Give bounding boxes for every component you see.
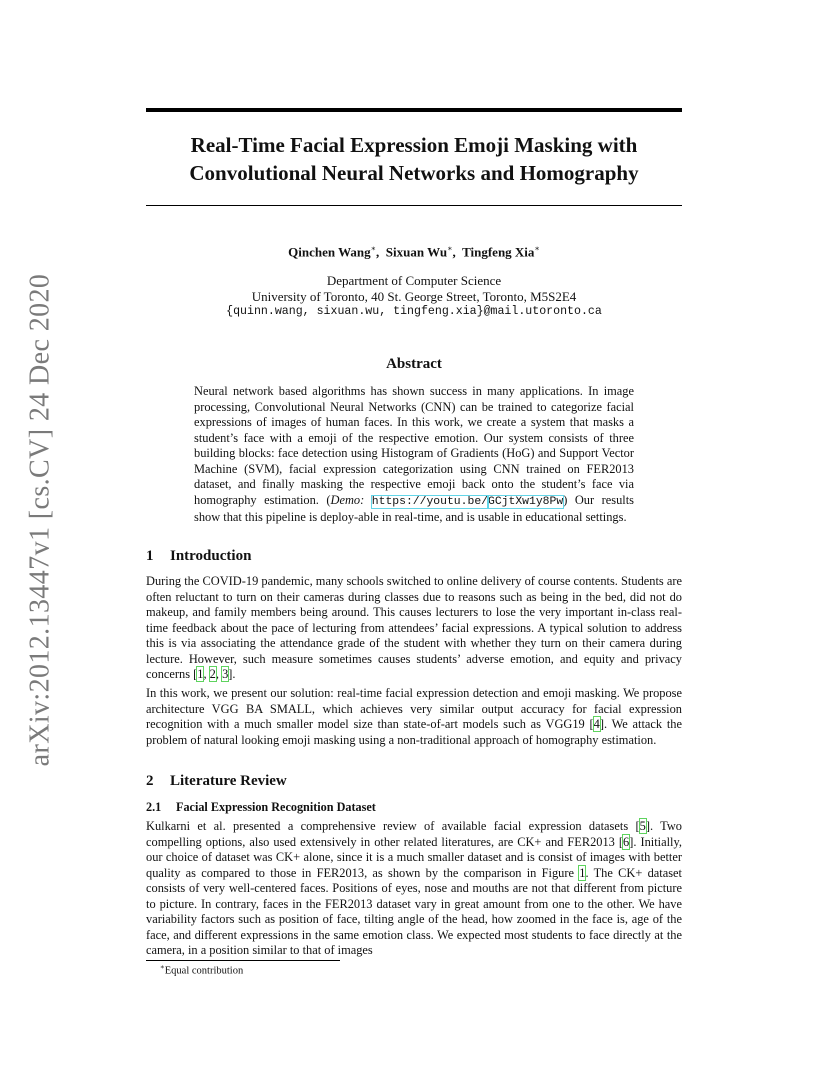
subsection-number: 2.1 [146,800,162,814]
paragraph-text: During the COVID-19 pandemic, many schools switched to online delivery of course contents. Students are often reluctant to turn on their cameras during classes due to reasons such as being in the bed, did not do makeup, and family members being around. This causes lecturers to lose the very important in-class real-time feedback about the pace of lecturing from attendees’ facial expressions. A typical solution to address this is via associating the attendance grade of the student with whether they turn on their camera during lecture. However, such measure sometimes causes students’ adverse emotion, and equity and privacy concerns [ [146,574,682,681]
arxiv-stamp-text: arXiv:2012.13447v1 [cs.CV] 24 Dec 2020 [24,273,55,767]
title-bottom-rule [146,205,682,206]
section-heading-literature-review [146,773,287,790]
demo-link[interactable]: https://youtu.be/ [371,495,488,508]
section-number: 2 [146,773,154,789]
introduction-paragraph-2 [146,686,682,748]
equal-contribution-mark: ∗ [370,244,377,253]
arxiv-stamp [22,273,58,767]
demo-label: Demo: [330,492,365,507]
section-title: Introduction [170,548,252,564]
department: Department of Computer Science [326,273,502,288]
footnote [160,963,243,977]
paragraph-text: ]. Initially, our choice of dataset was CK+ alone, since it is a much smaller dataset and is consist of images with better quality as compared to those in FER2013, as shown by the comparison in Figure [146,834,682,880]
citation-link[interactable]: 6 [623,834,630,849]
figure-link[interactable]: 1 [579,865,586,880]
abstract-text-end: ) Our results show that this pipeline is deploy-able in real-time, and is usable in educational settings. [194,492,634,524]
paper-title [146,131,682,187]
demo-link-continued[interactable]: GCjtXw1y8Pw [488,495,564,508]
literature-review-paragraph [146,819,682,959]
section-number: 1 [146,548,154,564]
abstract-body [194,384,634,526]
author-emails: {quinn.wang, sixuan.wu, tingfeng.xia}@mail.utoronto.ca [226,305,602,318]
title-line-1: Real-Time Facial Expression Emoji Masking with [190,133,638,157]
section-heading-introduction [146,548,251,565]
introduction-paragraph-1: During the COVID-19 pandemic, many schools switched to online delivery of course contents. Students are often reluctant to turn on their cameras during classes due to reasons such as being in the bed, did not do makeup, and family members being around. This causes lecturers to lose the very important in-class real-time feedback about the pace of lecturing from attendees’ facial expressions. A typical solution to address this is via associating the attendance grade of the student with whether they turn on their camera during lecture. However, such measure sometimes causes students’ adverse emotion, and equity and privacy concerns [1, 2, 3]. [146,574,682,681]
citation-link[interactable]: 3 [222,667,229,681]
paragraph-text: . The CK+ dataset consists of very well-centered faces. Positions of eyes, nose and mouths are not that different from picture to picture. In contrary, faces in the FER2013 dataset vary in great amount from one to the other. We have variability factors such as position of face, tilting angle of the head, how zoomed in the face is, age of the face, and different expressions in the same emotion class. We expected most students to face directly at the camera, in a position similar to that of images [146,865,682,957]
citation-link[interactable]: 5 [639,819,646,833]
abstract-text: Neural network based algorithms has shown success in many applications. In image processing, Convolutional Neural Networks (CNN) can be trained to categorize facial expressions of images of human faces. In this work, we create a system that masks a student’s face with a emoji of the respective emotion. Our system consists of three building blocks: face detection using Histogram of Gradients (HoG) and Support Vector Machine (SVM), facial expression categorization using CNN trained on FER2013 dataset, and finally masking the respective emoji back onto the student’s face via homography estimation. ( [194,384,634,507]
paragraph-text: Kulkarni et al. presented a comprehensive review of available facial expression datasets [ [146,819,640,833]
paragraph-text: In this work, we present our solution: real-time facial expression detection and emoji masking. We propose architecture VGG BA SMALL, which achieves very similar output accuracy for facial expression recognition with a much smaller model size than state-of-art models such as VGG19 [ [146,686,682,731]
affiliation [146,273,682,320]
footnote-rule [146,960,340,961]
equal-contribution-mark: ∗ [447,244,453,253]
subsection-title: Facial Expression Recognition Dataset [176,800,376,814]
subsection-heading [146,800,376,815]
paragraph-text: ]. [228,667,236,681]
author-list: Qinchen Wang∗, Sixuan Wu∗, Tingfeng Xia∗ [288,244,540,260]
citation-link[interactable]: 4 [593,717,600,731]
citation-link[interactable]: 2 [209,667,216,681]
footnote-text: Equal contribution [164,965,244,977]
author-name: Tingfeng Xia [462,244,535,260]
title-top-rule [146,108,682,112]
citation-link[interactable]: 1 [197,667,204,681]
author-name: Qinchen Wang [288,244,371,260]
author-name: Sixuan Wu [385,244,448,260]
paragraph-text: ]. Two compelling options, also used extensively in other related literatures, are CK+ and FER2013 [ [146,819,682,849]
section-title: Literature Review [170,773,287,789]
title-line-2: Convolutional Neural Networks and Homography [189,161,639,185]
paragraph-text: ]. We attack the problem of natural looking emoji masking using a non-traditional approach of homography estimation. [146,717,682,747]
address: University of Toronto, 40 St. George Street, Toronto, M5S2E4 [251,288,577,304]
footnote-mark: ∗ [160,963,165,971]
equal-contribution-mark: ∗ [534,244,540,253]
abstract-heading: Abstract [386,356,442,372]
